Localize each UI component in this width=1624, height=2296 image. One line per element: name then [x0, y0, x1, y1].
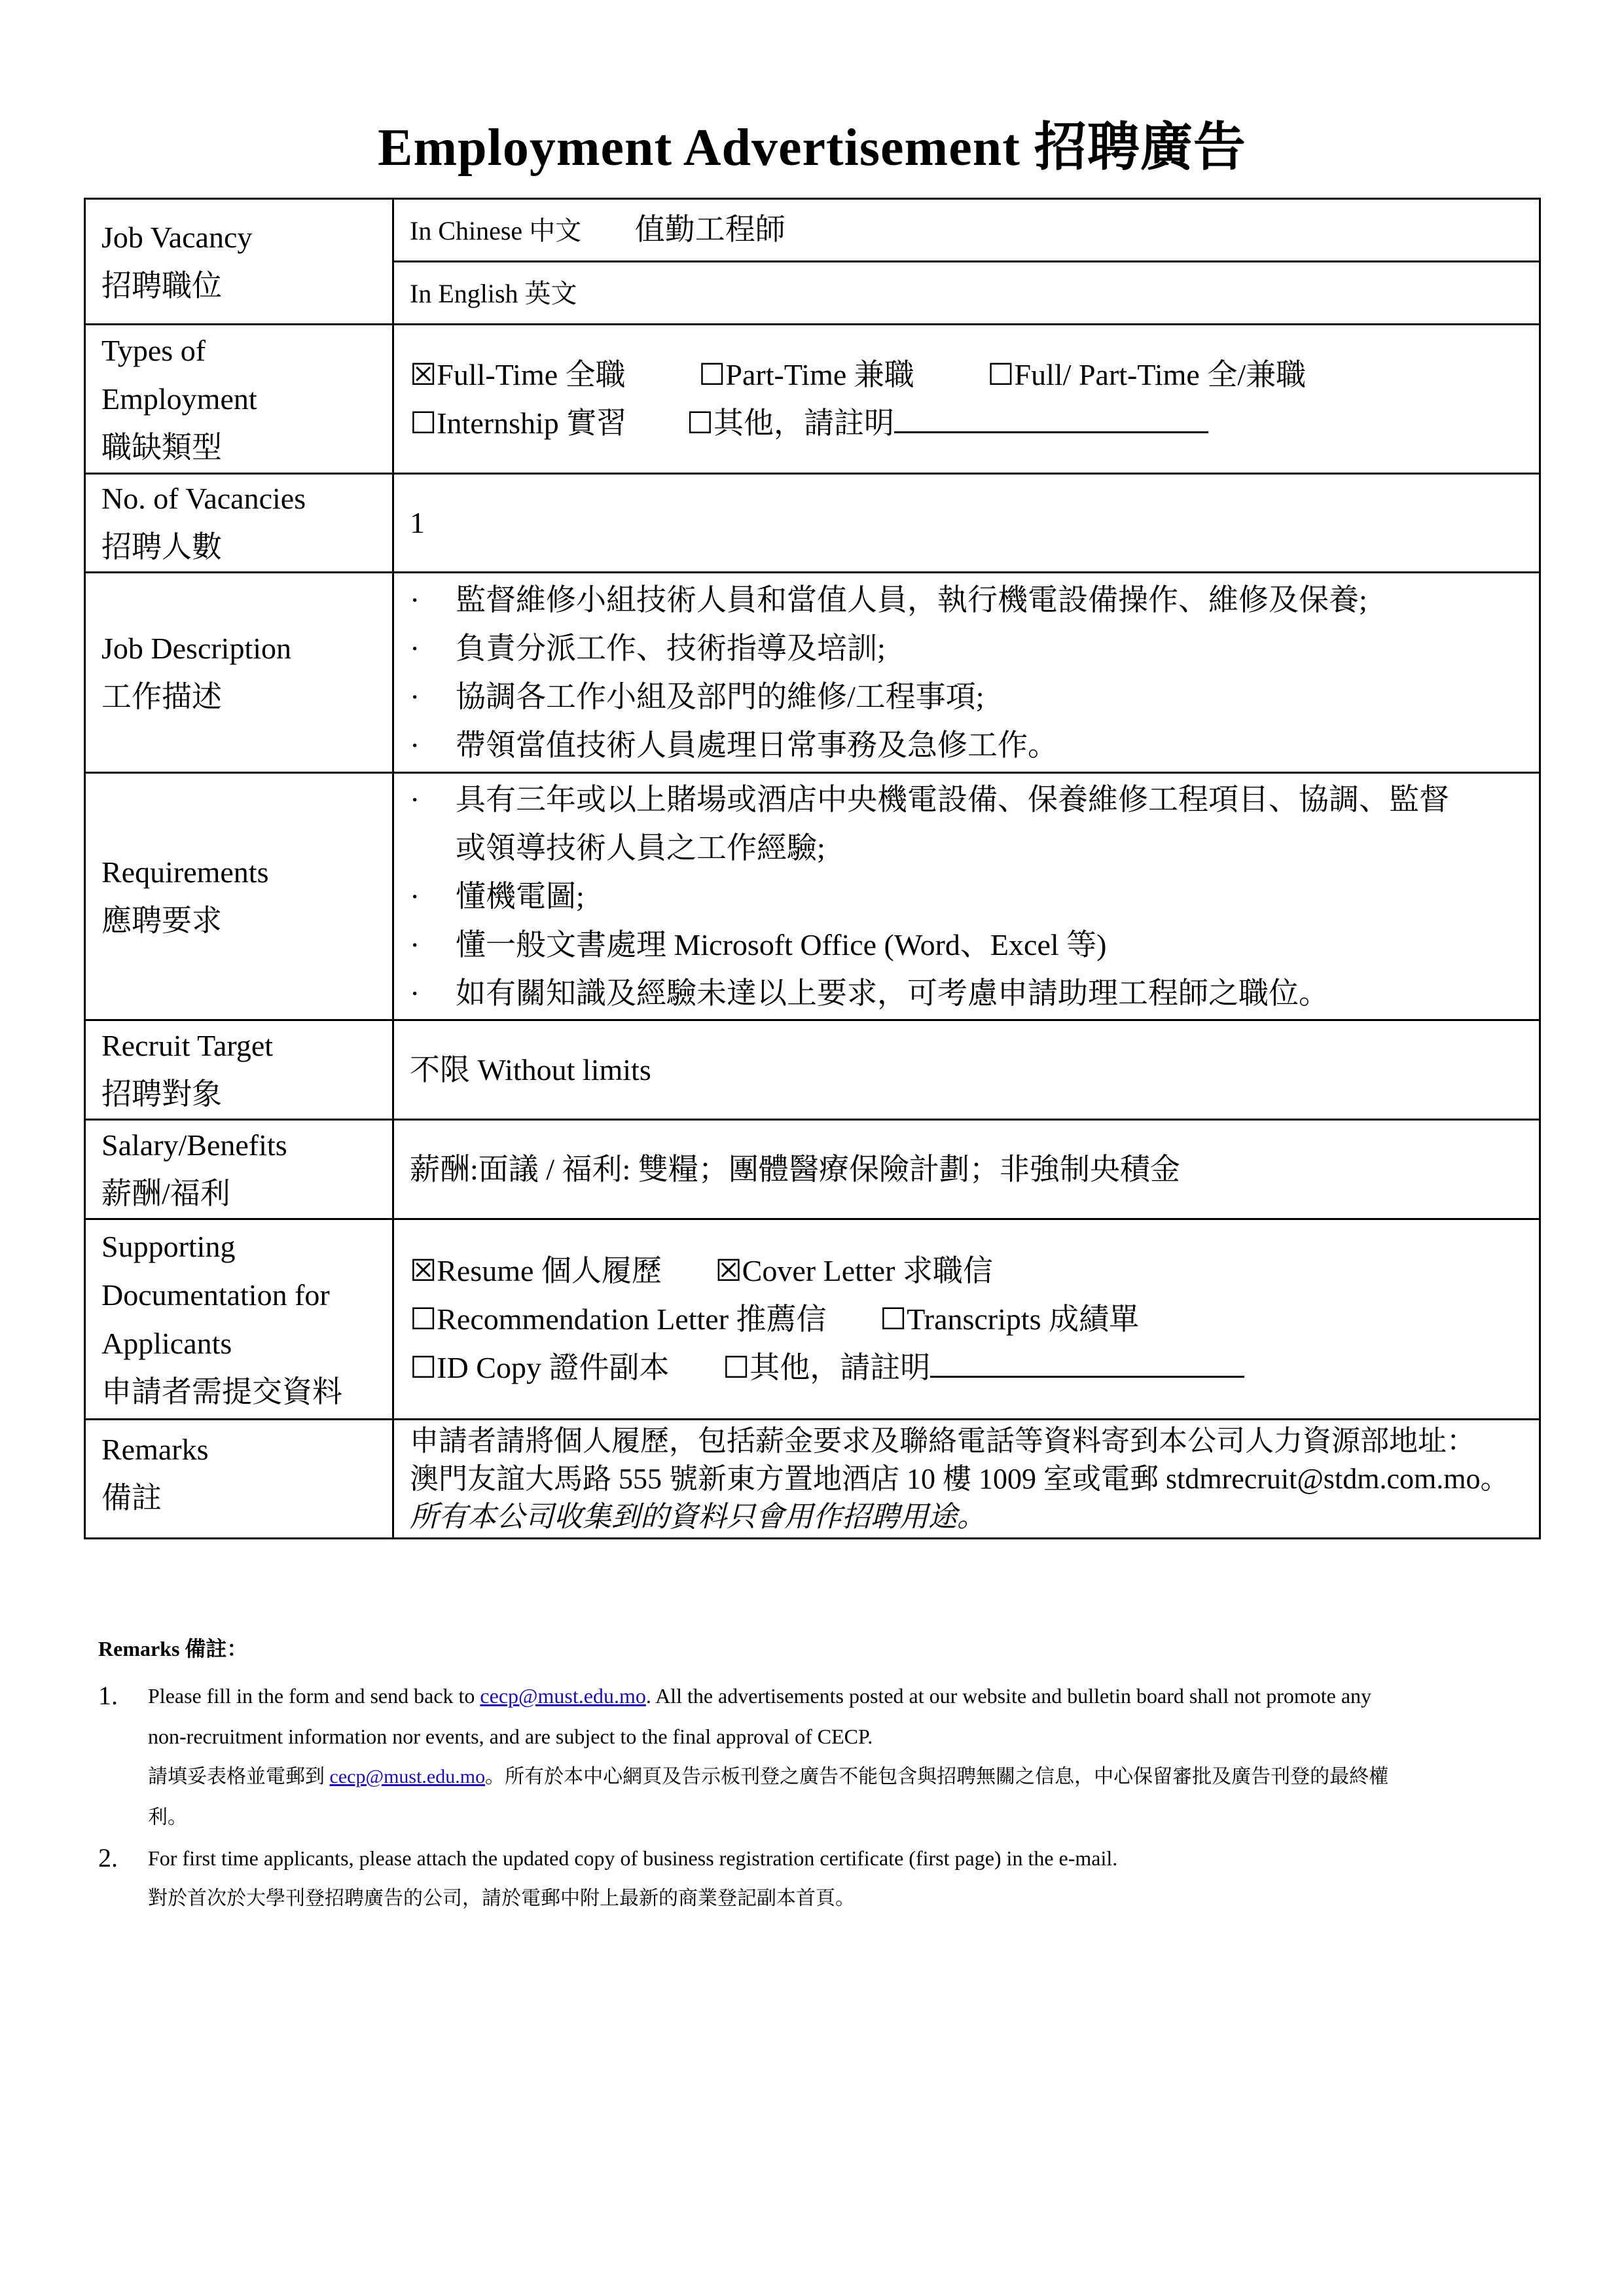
row-employment-type	[85, 325, 1540, 474]
row-recruit-target	[85, 1020, 1540, 1120]
transcripts-checkbox[interactable]: ☐Transcripts 成績單	[880, 1302, 1140, 1336]
english-prefix: In English 英文	[410, 278, 577, 308]
job-ad-form	[84, 198, 1541, 1539]
fulltime-checkbox[interactable]: ☒Full-Time 全職	[410, 357, 626, 391]
recommendation-checkbox[interactable]: ☐Recommendation Letter 推薦信	[410, 1302, 827, 1336]
recruit-target-label: Recruit Target 招聘對象	[85, 1020, 393, 1120]
page-title: Employment Advertisement 招聘廣告	[378, 119, 1246, 177]
recruit-target-value: 不限 Without limits	[393, 1020, 1540, 1120]
job-title-chinese: 值勤工程師	[634, 212, 785, 246]
row-job-vacancy-chinese	[85, 199, 1540, 262]
row-documentation	[85, 1219, 1540, 1420]
row-requirements	[85, 773, 1540, 1020]
list-item: · 負責分派工作、技術指導及培訓;	[410, 631, 886, 665]
list-item: · 監督維修小組技術人員和當值人員，執行機電設備操作、維修及保養;	[410, 583, 1367, 617]
list-item-continuation: 或領導技術人員之工作經驗;	[456, 831, 825, 865]
list-item: · 懂一般文書處理 Microsoft Office (Word、Excel 等)	[410, 927, 1107, 961]
documentation-label: Supporting Documentation for Applicants 申請者需提交資料	[85, 1219, 393, 1420]
fullpart-checkbox[interactable]: ☐Full/ Part-Time 全/兼職	[987, 357, 1307, 391]
salary-value: 薪酬:面議 / 福利: 雙糧；團體醫療保險計劃；非強制央積金	[393, 1120, 1540, 1219]
other-employment-field[interactable]	[894, 400, 1208, 433]
job-vacancy-chinese-cell[interactable]	[393, 199, 1540, 262]
resume-checkbox[interactable]: ☒Resume 個人履歷	[410, 1253, 662, 1287]
requirements-list	[393, 773, 1540, 1020]
remarks-label: Remarks 備註	[85, 1420, 393, 1539]
list-item: · 具有三年或以上賭場或酒店中央機電設備、保養維修工程項目、協調、監督	[410, 782, 1449, 816]
remarks-content: 申請者請將個人履歷，包括薪金要求及聯絡電話等資料寄到本公司人力資源部地址： 澳門友誼大馬路 555 號新東方置地酒店 10 樓 1009 室或電郵 stdmrecruit@stdm.com.mo。 所有本公司收集到的資料只會用作招聘用途。	[393, 1420, 1540, 1539]
cover-letter-checkbox[interactable]: ☒Cover Letter 求職信	[715, 1253, 993, 1287]
job-vacancy-label: Job Vacancy 招聘職位	[85, 199, 393, 325]
list-item: · 協調各工作小組及部門的維修/工程事項;	[410, 679, 984, 713]
vacancies-value: 1	[393, 474, 1540, 573]
requirements-label: Requirements 應聘要求	[85, 773, 393, 1020]
footer-note-2: 2. For first time applicants, please attach the updated copy of business registration certificate (first page) in the e-mail. 對於首次於大學刊登招聘廣告的公司，請於電郵中附上最新的商業登記副本首頁。	[98, 1843, 1118, 1909]
row-job-description	[85, 573, 1540, 773]
list-item: · 如有關知識及經驗未達以上要求，可考慮申請助理工程師之職位。	[410, 976, 1329, 1010]
job-description-label: Job Description 工作描述	[85, 573, 393, 773]
other-doc-field[interactable]	[930, 1344, 1244, 1378]
employment-type-options	[393, 325, 1540, 474]
internship-checkbox[interactable]: ☐Internship 實習	[410, 406, 627, 440]
cecp-email-link-zh[interactable]: cecp@must.edu.mo	[329, 1766, 486, 1787]
salary-label: Salary/Benefits 薪酬/福利	[85, 1120, 393, 1219]
footer-remarks	[98, 1628, 1538, 1919]
job-vacancy-english-cell[interactable]	[393, 262, 1540, 325]
list-item: · 帶領當值技術人員處理日常事務及急修工作。	[410, 728, 1058, 762]
id-copy-checkbox[interactable]: ☐ID Copy 證件副本	[410, 1350, 670, 1384]
list-item: · 懂機電圖;	[410, 879, 585, 913]
documentation-options	[393, 1219, 1540, 1420]
employment-type-label: Types of Employment 職缺類型	[85, 325, 393, 474]
cecp-email-link[interactable]: cecp@must.edu.mo	[480, 1684, 646, 1708]
footer-remarks-title: Remarks 備註：	[98, 1637, 248, 1660]
chinese-prefix: In Chinese 中文	[410, 215, 582, 245]
parttime-checkbox[interactable]: ☐Part-Time 兼職	[698, 357, 914, 391]
vacancies-label: No. of Vacancies 招聘人數	[85, 474, 393, 573]
row-remarks	[85, 1420, 1540, 1539]
other-employment-checkbox[interactable]: ☐其他，請註明	[686, 406, 895, 440]
row-vacancies	[85, 474, 1540, 573]
row-salary	[85, 1120, 1540, 1219]
other-doc-checkbox[interactable]: ☐其他，請註明	[722, 1350, 931, 1384]
footer-note-1: 1. Please fill in the form and send back to cecp@must.edu.mo. All the advertisements posted at our website and bulletin board shall not promote any non-recruitment information nor events, and are subject to the final approval of CECP. 請填妥表格並電郵到 cecp@must.edu.mo。所有於本中心網頁及告示板刊登之廣告不能包含與招聘無關之信息，中心保留審批及廣告刊登的最終權 利。	[98, 1681, 1389, 1828]
job-description-list	[393, 573, 1540, 773]
